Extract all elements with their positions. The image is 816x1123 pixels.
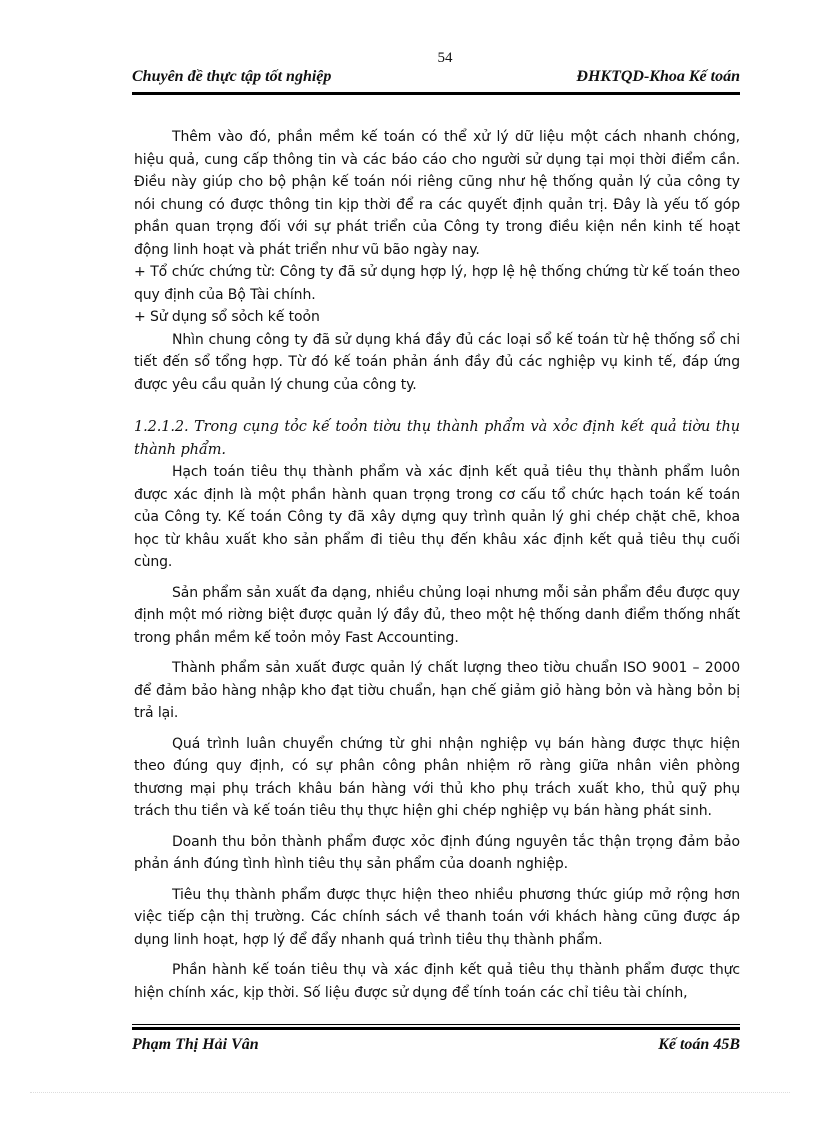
footer-author: Phạm Thị Hải Vân (132, 1036, 259, 1053)
page-header (132, 66, 740, 92)
header-department: ĐHKTQD-Khoa Kế toán (576, 68, 740, 85)
page-footer (132, 1036, 740, 1058)
header-title: Chuyên đề thực tập tốt nghiệp (132, 68, 332, 85)
footer-class: Kế toán 45B (658, 1036, 740, 1053)
header-rule (132, 92, 740, 95)
paragraph: Sản phẩm sản xuất đa dạng, nhiều chủng loại nhưng mỗi sản phẩm đều được quy định một mó riờng biệt được quản lý đầy đủ, theo một hệ thống danh điểm thống nhất trong phần mềm kế toỏn mỏy Fast Accounting. (134, 584, 740, 646)
section-heading: 1.2.1.2. Trong cụng tỏc kế toỏn tiờu thụ thành phẩm và xỏc định kết quả tiờu thụ thành phẩm. (134, 419, 740, 458)
paragraph: + Sử dụng sổ sỏch kế toỏn (134, 309, 320, 325)
footer-rule-thick (132, 1027, 740, 1030)
paragraph: Hạch toán tiêu thụ thành phẩm và xác định kết quả tiêu thụ thành phẩm luôn được xác định là một phần hành quan trọng trong cơ cấu tổ chức hạch toán kế toán của Công ty. Kế toán Công ty đã xây dựng quy trình quản lý ghi chép chặt chẽ, khoa học từ khâu xuất kho sản phẩm đi tiêu thụ đến khâu xác định kết quả tiêu thụ cuối cùng. (134, 464, 740, 570)
paragraph: Thêm vào đó, phần mềm kế toán có thể xử lý dữ liệu một cách nhanh chóng, hiệu quả, cung cấp thông tin và các báo cáo cho người sử dụng tại mọi thời điểm cần. Điều này giúp cho bộ phận kế toán nói riêng cũng như hệ thống quản lý của công ty nói chung có được thông tin kịp thời để ra các quyết định quản trị. Đây là yếu tố góp phần quan trọng đối với sự phát triển của Công ty trong điều kiện nền kinh tế hoạt động linh hoạt và phát triển như vũ bão ngày nay. (134, 129, 740, 258)
paragraph: Phần hành kế toán tiêu thụ và xác định kết quả tiêu thụ thành phẩm được thực hiện chính xác, kịp thời. Số liệu được sử dụng để tính toán các chỉ tiêu tài chính, (134, 962, 740, 1001)
paragraph: Nhìn chung công ty đã sử dụng khá đầy đủ các loại sổ kế toán từ hệ thống sổ chi tiết đến sổ tổng hợp. Từ đó kế toán phản ánh đầy đủ các nghiệp vụ kinh tế, đáp ứng được yêu cầu quản lý chung của công ty. (134, 331, 740, 393)
paragraph: Doanh thu bỏn thành phẩm được xỏc định đúng nguyên tắc thận trọng đảm bảo phản ánh đúng tình hình tiêu thụ sản phẩm của doanh nghiệp. (134, 833, 740, 872)
paragraph: Thành phẩm sản xuất được quản lý chất lượng theo tiờu chuẩn ISO 9001 – 2000 để đảm bảo hàng nhập kho đạt tiờu chuẩn, hạn chế giảm giỏ hàng bỏn và hàng bỏn bị trả lại. (134, 660, 740, 721)
document-body (134, 126, 740, 1004)
paragraph: Tiêu thụ thành phẩm được thực hiện theo nhiều phương thức giúp mở rộng hơn việc tiếp cận thị trường. Các chính sách về thanh toán với khách hàng cũng được áp dụng linh hoạt, hợp lý để đẩy nhanh quá trình tiêu thụ thành phẩm. (134, 886, 740, 948)
paragraph: + Tổ chức chứng từ: Công ty đã sử dụng hợp lý, hợp lệ hệ thống chứng từ kế toán theo quy định của Bộ Tài chính. (134, 264, 740, 303)
page-edge-dotted-line (30, 1092, 790, 1093)
paragraph: Quá trình luân chuyển chứng từ ghi nhận nghiệp vụ bán hàng được thực hiện theo đúng quy định, có sự phân công phân nhiệm rõ ràng giữa nhân viên phòng thương mại phụ trách khâu bán hàng với thủ kho phụ trách xuất kho, thủ quỹ phụ trách thu tiền và kế toán tiêu thụ thực hiện ghi chép nghiệp vụ bán hàng phát sinh. (134, 735, 740, 819)
page-number: 54 (437, 50, 453, 66)
footer-rule (132, 1024, 740, 1025)
